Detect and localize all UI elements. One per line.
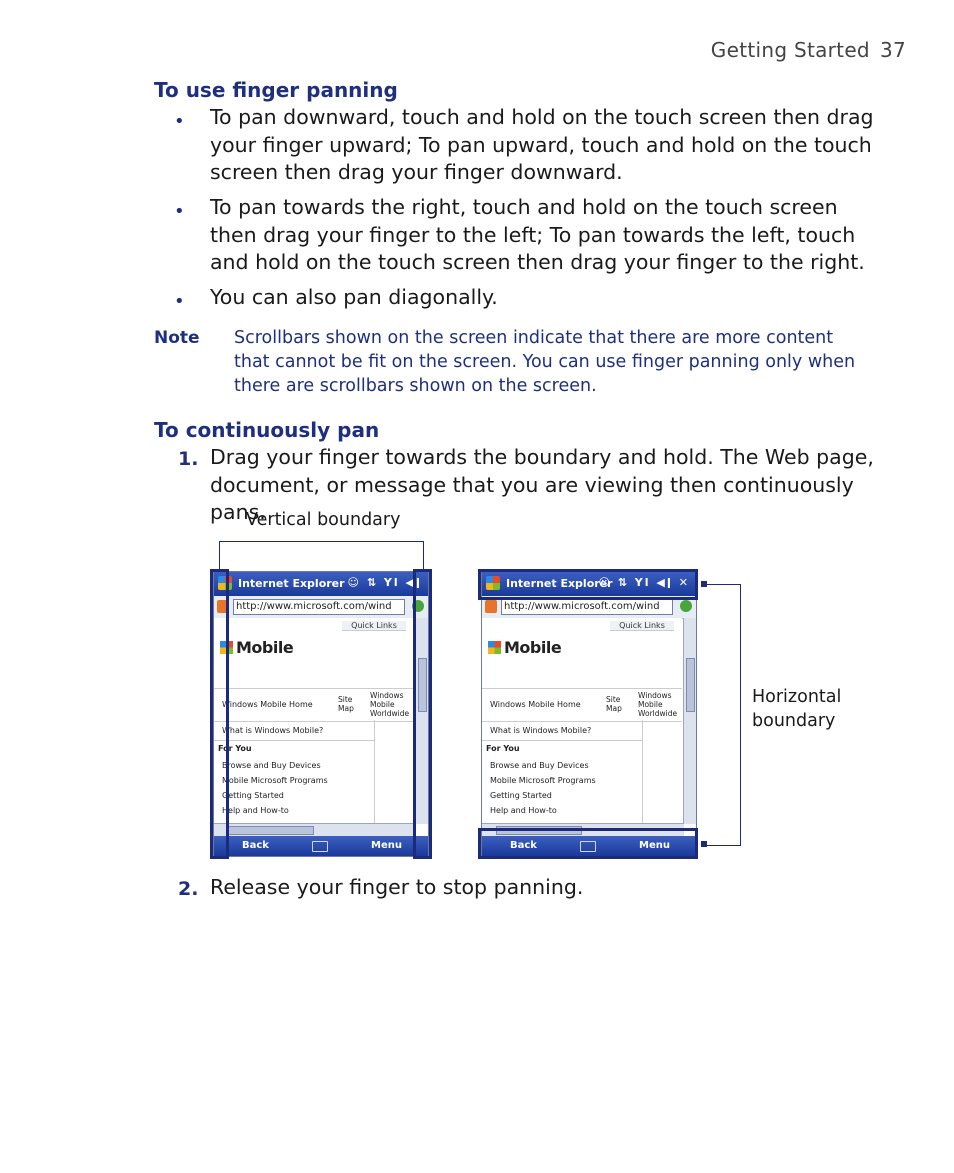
nav-site-map-link[interactable]: Site Map <box>606 695 622 713</box>
bullet-item: To pan downward, touch and hold on the touch screen then drag your finger upward; To pan upward, touch and hold on the touch screen then drag your finger downward. <box>210 105 874 184</box>
title-bar <box>214 572 428 596</box>
nav-row <box>214 688 414 722</box>
back-softkey[interactable]: Back <box>242 840 269 851</box>
caption-line: Horizontal <box>752 687 842 707</box>
bullet-dot: • <box>174 201 185 222</box>
step-text: Release your finger to stop panning. <box>210 875 584 899</box>
status-icon-group: ☺ ⇅ Yl ◀ǀ <box>598 576 673 589</box>
quick-links[interactable]: Quick Links <box>610 621 674 631</box>
nav-home-link[interactable]: Windows Mobile Home <box>490 700 581 709</box>
link-list <box>490 758 596 818</box>
for-you-heading: For You <box>486 744 520 753</box>
divider <box>482 740 642 741</box>
windows-mobile-logo <box>488 638 561 657</box>
app-title: Internet Explorer <box>506 577 613 590</box>
list-item[interactable]: Getting Started <box>490 791 552 800</box>
top-boundary-highlight <box>478 569 698 600</box>
step-number: 2. <box>178 878 199 900</box>
close-icon[interactable]: ✕ <box>678 576 690 589</box>
nav-worldwide-link[interactable]: Windows Mobile Worldwide <box>370 691 410 718</box>
vertical-boundary-bracket <box>219 541 424 570</box>
running-header <box>711 38 906 62</box>
quick-links[interactable]: Quick Links <box>342 621 406 631</box>
divider <box>214 740 374 741</box>
bullet-dot: • <box>174 291 185 312</box>
list-item[interactable]: Browse and Buy Devices <box>222 761 321 770</box>
vertical-boundary-caption: Vertical boundary <box>246 510 401 530</box>
bracket-end-marker <box>701 841 707 847</box>
section-title: Getting Started <box>710 38 870 62</box>
scroll-thumb[interactable] <box>686 658 695 712</box>
what-is-link[interactable]: What is Windows Mobile? <box>490 726 592 735</box>
url-field[interactable]: http://www.microsoft.com/wind <box>233 599 405 615</box>
nav-site-map-link[interactable]: Site Map <box>338 695 354 713</box>
list-item[interactable]: Browse and Buy Devices <box>490 761 589 770</box>
scroll-thumb[interactable] <box>228 826 314 835</box>
address-bar <box>214 596 428 619</box>
link-list <box>222 758 328 818</box>
app-title: Internet Explorer <box>238 577 345 590</box>
soft-key-bar <box>214 836 428 856</box>
horizontal-scrollbar[interactable] <box>214 823 416 836</box>
caption-line: boundary <box>752 711 836 731</box>
horizontal-boundary-bracket <box>704 584 741 846</box>
logo-text: Mobile <box>236 638 294 657</box>
for-you-heading: For You <box>218 744 252 753</box>
bullet-item: To pan towards the right, touch and hold on the touch screen then drag your finger to the left; To pan towards the left, touch and hold on the touch screen then drag your finger to the right. <box>210 195 865 274</box>
menu-softkey[interactable]: Menu <box>639 840 670 851</box>
list-item[interactable]: Getting Started <box>222 791 284 800</box>
divider <box>642 720 643 824</box>
menu-softkey[interactable]: Menu <box>371 840 402 851</box>
list-item[interactable]: Help and How-to <box>490 806 557 815</box>
list-item[interactable]: Mobile Microsoft Programs <box>490 776 596 785</box>
step-text: Drag your finger towards the boundary and hold. The Web page, document, or message that you are viewing then continuously pans. <box>210 445 874 524</box>
go-icon[interactable] <box>680 600 692 612</box>
windows-mobile-logo <box>220 638 293 657</box>
note-text: Scrollbars shown on the screen indicate that there are more content that cannot be fit on the screen. You can use finger panning only when there are scrollbars shown on the screen. <box>234 328 856 396</box>
note-label: Note <box>154 328 200 348</box>
status-icons: ☺ ⇅ Yl ◀ǀ <box>347 576 422 589</box>
bullet-dot: • <box>174 111 185 132</box>
step-number: 1. <box>178 448 199 470</box>
heading-continuous-pan: To continuously pan <box>154 418 380 442</box>
vertical-scrollbar[interactable] <box>683 618 696 824</box>
page-number: 37 <box>879 38 906 62</box>
left-boundary-highlight <box>210 569 229 859</box>
windows-logo-icon <box>488 641 501 654</box>
nav-home-link[interactable]: Windows Mobile Home <box>222 700 313 709</box>
divider <box>374 720 375 824</box>
bottom-boundary-highlight <box>478 828 698 859</box>
keyboard-icon[interactable] <box>312 841 328 852</box>
list-item[interactable]: Help and How-to <box>222 806 289 815</box>
phone-screen-left <box>213 571 429 857</box>
nav-worldwide-link[interactable]: Windows Mobile Worldwide <box>638 691 678 718</box>
web-content <box>214 618 414 824</box>
bullet-item: You can also pan diagonally. <box>210 285 498 309</box>
horizontal-boundary-caption <box>752 685 841 733</box>
web-content <box>482 618 682 824</box>
logo-text: Mobile <box>504 638 562 657</box>
list-item[interactable]: Mobile Microsoft Programs <box>222 776 328 785</box>
url-field[interactable]: http://www.microsoft.com/wind <box>501 599 673 615</box>
nav-row <box>482 688 682 722</box>
what-is-link[interactable]: What is Windows Mobile? <box>222 726 324 735</box>
back-softkey[interactable]: Back <box>510 840 537 851</box>
page-icon <box>485 600 497 613</box>
right-boundary-highlight <box>413 569 432 859</box>
heading-finger-panning: To use finger panning <box>154 78 398 102</box>
bracket-end-marker <box>701 581 707 587</box>
phone-screen-right <box>481 571 697 857</box>
